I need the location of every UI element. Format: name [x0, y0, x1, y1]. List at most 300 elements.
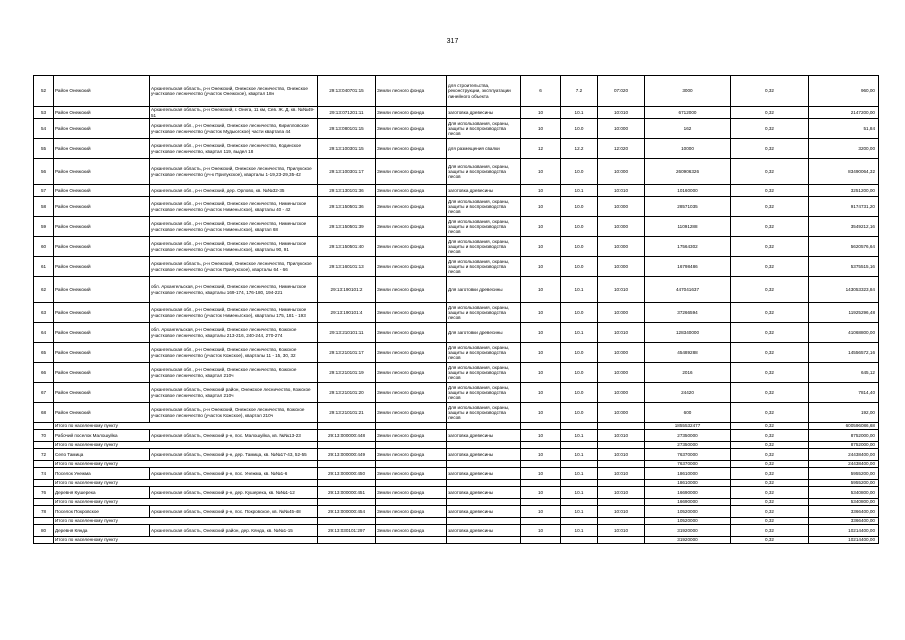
table-row — [34, 449, 879, 461]
use-code-cell: 10:010 — [598, 277, 645, 303]
permitted-use-cell: Для использования, охраны, защиты и воспроизводства лесов — [447, 159, 521, 185]
district-cell: Район Онежский — [54, 217, 150, 237]
district-cell: Район Онежский — [54, 277, 150, 303]
cadastre-number-cell: 29:13:080101:15 — [318, 119, 376, 139]
cadastral-value-cell: 3549212,16 — [809, 217, 879, 237]
use-code-subgroup-cell: 7.2 — [561, 76, 598, 107]
use-code-group-cell: 10 — [521, 343, 561, 363]
rate-cell: 0,32 — [731, 159, 809, 185]
district-cell: Село Тамица — [54, 449, 150, 461]
subtotal-row — [34, 423, 879, 430]
subtotal-label: Итого по населенному пункту — [54, 499, 318, 506]
subtotal-label: Итого по населенному пункту — [54, 537, 318, 544]
land-category-cell: Земли лесного фонда — [376, 525, 447, 537]
cadastre-number-cell: 29:13:100301:15 — [318, 139, 376, 159]
empty-cell — [521, 480, 561, 487]
land-category-cell: Земли лесного фонда — [376, 449, 447, 461]
row-number: 80 — [34, 525, 54, 537]
district-cell: Рабочий поселок Малошуйка — [54, 430, 150, 442]
district-cell: Поселок Покровское — [54, 506, 150, 518]
rate-cell: 0,32 — [731, 343, 809, 363]
land-category-cell: Земли лесного фонда — [376, 383, 447, 403]
permitted-use-cell: Для использования, охраны, защиты и воспроизводства лесов — [447, 257, 521, 277]
land-category-cell: Земли лесного фонда — [376, 107, 447, 119]
row-number: 78 — [34, 506, 54, 518]
area-value-cell: 28571035 — [645, 197, 731, 217]
subtotal-value-cell: 5955200,00 — [809, 480, 879, 487]
address-cell: Архангельская область, Онежский р-н, пос. Унежма, кв. №№1-6 — [150, 468, 318, 480]
empty-cell — [521, 423, 561, 430]
rate-cell: 0,32 — [731, 506, 809, 518]
district-cell: Район Онежский — [54, 139, 150, 159]
subtotal-label: Итого по населенному пункту — [54, 461, 318, 468]
row-number: 66 — [34, 363, 54, 383]
land-category-cell: Земли лесного фонда — [376, 323, 447, 343]
subtotal-rate-cell: 0,32 — [731, 423, 809, 430]
area-value-cell: 10160000 — [645, 185, 731, 197]
use-code-subgroup-cell: 10.1 — [561, 449, 598, 461]
empty-cell — [34, 518, 54, 525]
use-code-group-cell: 10 — [521, 323, 561, 343]
permitted-use-cell: заготовка древесины — [447, 430, 521, 442]
use-code-group-cell: 10 — [521, 197, 561, 217]
address-cell: Архангельская обл., р-н Онежский, Онежское лесничество, Нименьгское участковое лесничество (участок Нименьгское), кварталы 90, 91 — [150, 237, 318, 257]
empty-cell — [447, 423, 521, 430]
land-category-cell: Земли лесного фонда — [376, 487, 447, 499]
use-code-cell: 10:000 — [598, 217, 645, 237]
address-cell: Архангельская обл., р-н Онежский, Онежское лесничество, Кожское участковое лесничество (участок Кожское), кварталы 11 - 15, 30, 32 — [150, 343, 318, 363]
use-code-subgroup-cell: 12.2 — [561, 139, 598, 159]
subtotal-area-cell: 1855532477 — [645, 423, 731, 430]
permitted-use-cell: заготовка древесины — [447, 525, 521, 537]
empty-cell — [521, 537, 561, 544]
use-code-cell: 10:010 — [598, 487, 645, 499]
row-number: 63 — [34, 303, 54, 323]
cadastre-number-cell: 29:13:100301:17 — [318, 159, 376, 185]
use-code-cell: 10:000 — [598, 119, 645, 139]
cadastral-value-cell: 143053323,84 — [809, 277, 879, 303]
permitted-use-cell: заготовка древесины — [447, 487, 521, 499]
district-cell: Район Онежский — [54, 119, 150, 139]
permitted-use-cell: для строительства, реконструкции, эксплуатации линейного объекта — [447, 76, 521, 107]
permitted-use-cell: Для заготовки древесины — [447, 323, 521, 343]
subtotal-rate-cell: 0,32 — [731, 461, 809, 468]
area-value-cell: 24420 — [645, 383, 731, 403]
permitted-use-cell: Для использования, охраны, защиты и воспроизводства лесов — [447, 403, 521, 423]
use-code-group-cell: 10 — [521, 525, 561, 537]
cadastral-value-cell: 2147200,00 — [809, 107, 879, 119]
use-code-cell: 12:020 — [598, 139, 645, 159]
rate-cell: 0,32 — [731, 237, 809, 257]
land-category-cell: Земли лесного фонда — [376, 159, 447, 185]
use-code-cell: 10:010 — [598, 323, 645, 343]
district-cell: Деревня Кушерека — [54, 487, 150, 499]
empty-cell — [598, 499, 645, 506]
use-code-subgroup-cell: 10.0 — [561, 383, 598, 403]
use-code-cell: 07:020 — [598, 76, 645, 107]
empty-cell — [34, 499, 54, 506]
use-code-cell: 10:010 — [598, 107, 645, 119]
address-cell: Архангельская обл., р-н Онежский, Онежское лесничество, Кирилловское участковое лесничество (участок Мудьюгское) части квартала 44 — [150, 119, 318, 139]
use-code-subgroup-cell: 10.0 — [561, 119, 598, 139]
use-code-cell: 10:000 — [598, 237, 645, 257]
area-value-cell: 31920000 — [645, 525, 731, 537]
subtotal-area-cell: 31920000 — [645, 537, 731, 544]
land-category-cell: Земли лесного фонда — [376, 303, 447, 323]
address-cell: Архангельская обл., р-н Онежский, Онежское лесничество, Нименьгское участковое лесничество (участок Нименьгское), кварталы 175, 181 - 193 — [150, 303, 318, 323]
permitted-use-cell: Для использования, охраны, защиты и воспроизводства лесов — [447, 217, 521, 237]
cadastre-number-cell: 29:13:000000:450 — [318, 468, 376, 480]
use-code-subgroup-cell: 10.1 — [561, 430, 598, 442]
address-cell: Архангельская область, Онежский р-н, пос. Малошуйка, кв. №№13-23 — [150, 430, 318, 442]
use-code-cell: 10:010 — [598, 525, 645, 537]
use-code-cell: 10:010 — [598, 430, 645, 442]
use-code-group-cell: 10 — [521, 430, 561, 442]
subtotal-value-cell: 24438400,00 — [809, 461, 879, 468]
area-value-cell: 18610000 — [645, 468, 731, 480]
subtotal-row — [34, 537, 879, 544]
table-row — [34, 303, 879, 323]
empty-cell — [447, 461, 521, 468]
row-number: 76 — [34, 487, 54, 499]
use-code-subgroup-cell: 10.0 — [561, 257, 598, 277]
cadastral-value-cell: 5955200,00 — [809, 468, 879, 480]
table-row — [34, 257, 879, 277]
empty-cell — [376, 499, 447, 506]
permitted-use-cell: заготовка древесины — [447, 468, 521, 480]
subtotal-rate-cell: 0,32 — [731, 537, 809, 544]
land-category-cell: Земли лесного фонда — [376, 237, 447, 257]
permitted-use-cell: заготовка древесины — [447, 107, 521, 119]
row-number: 56 — [34, 159, 54, 185]
address-cell: Архангельская обл., р-н Онежский, Онежское лесничество, Кожское участковое лесничество, квартал 210ч — [150, 363, 318, 383]
land-category-cell: Земли лесного фонда — [376, 257, 447, 277]
empty-cell — [318, 480, 376, 487]
cadastre-number-cell: 29:13:000000:454 — [318, 506, 376, 518]
rate-cell: 0,32 — [731, 363, 809, 383]
table-row — [34, 506, 879, 518]
district-cell: Район Онежский — [54, 107, 150, 119]
land-category-cell: Земли лесного фонда — [376, 139, 447, 159]
empty-cell — [318, 423, 376, 430]
cadastral-value-cell: 14556572,16 — [809, 343, 879, 363]
empty-cell — [561, 423, 598, 430]
district-cell: Район Онежский — [54, 323, 150, 343]
subtotal-rate-cell: 0,32 — [731, 499, 809, 506]
use-code-group-cell: 10 — [521, 363, 561, 383]
empty-cell — [598, 461, 645, 468]
use-code-group-cell: 10 — [521, 237, 561, 257]
area-value-cell: 10520000 — [645, 506, 731, 518]
rate-cell: 0,32 — [731, 468, 809, 480]
use-code-cell: 10:010 — [598, 185, 645, 197]
area-value-cell: 2016 — [645, 363, 731, 383]
use-code-group-cell: 10 — [521, 185, 561, 197]
area-value-cell: 45489288 — [645, 343, 731, 363]
use-code-cell: 10:000 — [598, 403, 645, 423]
cadastre-number-cell: 29:13:150501:39 — [318, 217, 376, 237]
permitted-use-cell: Для использования, охраны, защиты и воспроизводства лесов — [447, 363, 521, 383]
empty-cell — [318, 537, 376, 544]
area-value-cell: 447041637 — [645, 277, 731, 303]
use-code-subgroup-cell: 10.1 — [561, 506, 598, 518]
cadastre-number-cell: 29:13:150501:40 — [318, 237, 376, 257]
table-row — [34, 139, 879, 159]
permitted-use-cell: Для использования, охраны, защиты и воспроизводства лесов — [447, 343, 521, 363]
cadastral-value-cell: 645,12 — [809, 363, 879, 383]
subtotal-area-cell: 10520000 — [645, 518, 731, 525]
empty-cell — [447, 499, 521, 506]
land-category-cell: Земли лесного фонда — [376, 119, 447, 139]
cadastral-value-cell: 51,84 — [809, 119, 879, 139]
table-row — [34, 383, 879, 403]
district-cell: Район Онежский — [54, 237, 150, 257]
permitted-use-cell: Для использования, охраны, защиты и воспроизводства лесов — [447, 383, 521, 403]
permitted-use-cell: заготовка древесины — [447, 185, 521, 197]
area-value-cell: 10000 — [645, 139, 731, 159]
permitted-use-cell: для размещения свалки — [447, 139, 521, 159]
use-code-cell: 10:000 — [598, 303, 645, 323]
row-number: 70 — [34, 430, 54, 442]
land-category-cell: Земли лесного фонда — [376, 76, 447, 107]
row-number: 57 — [34, 185, 54, 197]
table-row — [34, 343, 879, 363]
land-category-cell: Земли лесного фонда — [376, 430, 447, 442]
use-code-cell: 10:010 — [598, 506, 645, 518]
empty-cell — [561, 537, 598, 544]
subtotal-value-cell: 8752000,00 — [809, 442, 879, 449]
cadastral-value-cell: 83490064,32 — [809, 159, 879, 185]
empty-cell — [376, 518, 447, 525]
area-value-cell: 6712000 — [645, 107, 731, 119]
address-cell: Архангельская область, р-н Онежский, г. Онега, 11 км, Сев. Ж. Д. кв. №№49-51 — [150, 107, 318, 119]
district-cell: Район Онежский — [54, 159, 150, 185]
address-cell: обл. Архангельская, р-н Онежский, Онежское лесничество, Нименьгское участковое лесничество, кварталы 169-174, 176-180, 194-221 — [150, 277, 318, 303]
area-value-cell: 162 — [645, 119, 731, 139]
district-cell: Район Онежский — [54, 383, 150, 403]
table-row — [34, 403, 879, 423]
address-cell: Архангельская область, р-н Онежский, Онежское лесничество, Прилукское участковое лесничество (участок Прилукское), кварталы 64 - 66 — [150, 257, 318, 277]
subtotal-value-cell: 5340800,00 — [809, 499, 879, 506]
permitted-use-cell: Для использования, охраны, защиты и воспроизводства лесов — [447, 197, 521, 217]
row-number: 55 — [34, 139, 54, 159]
use-code-group-cell: 10 — [521, 468, 561, 480]
subtotal-label: Итого по населенному пункту — [54, 423, 318, 430]
address-cell: Архангельская обл., р-н Онежский, Онежское лесничество, Нименьгское участковое лесничество (участок Нименьгское), кварталы 40 - 42 — [150, 197, 318, 217]
district-cell: Деревня Кянда — [54, 525, 150, 537]
empty-cell — [34, 537, 54, 544]
row-number: 53 — [34, 107, 54, 119]
rate-cell: 0,32 — [731, 303, 809, 323]
area-value-cell: 76370000 — [645, 449, 731, 461]
empty-cell — [561, 480, 598, 487]
empty-cell — [561, 442, 598, 449]
subtotal-label: Итого по населенному пункту — [54, 442, 318, 449]
empty-cell — [447, 537, 521, 544]
empty-cell — [598, 480, 645, 487]
area-value-cell: 16798486 — [645, 257, 731, 277]
subtotal-rate-cell: 0,32 — [731, 442, 809, 449]
use-code-subgroup-cell: 10.0 — [561, 303, 598, 323]
land-category-cell: Земли лесного фонда — [376, 363, 447, 383]
use-code-group-cell: 10 — [521, 257, 561, 277]
area-value-cell: 11091288 — [645, 217, 731, 237]
row-number: 68 — [34, 403, 54, 423]
land-category-cell: Земли лесного фонда — [376, 217, 447, 237]
row-number: 72 — [34, 449, 54, 461]
district-cell: Район Онежский — [54, 303, 150, 323]
address-cell: Архангельская обл., р-н Онежский, Онежское лесничество, Нименьгское участковое лесничество (участок Нименьгское), квартал 68 — [150, 217, 318, 237]
use-code-group-cell: 10 — [521, 383, 561, 403]
use-code-group-cell: 10 — [521, 119, 561, 139]
cadastre-number-cell: 29:13:190101:4 — [318, 303, 376, 323]
empty-cell — [598, 518, 645, 525]
subtotal-value-cell: 600596086,68 — [809, 423, 879, 430]
row-number: 74 — [34, 468, 54, 480]
district-cell: Район Онежский — [54, 76, 150, 107]
cadastre-number-cell: 29:13:210101:17 — [318, 343, 376, 363]
area-value-cell: 16690000 — [645, 487, 731, 499]
rate-cell: 0,32 — [731, 525, 809, 537]
use-code-cell: 10:000 — [598, 197, 645, 217]
use-code-subgroup-cell: 10.1 — [561, 277, 598, 303]
cadastre-number-cell: 29:13:130101:36 — [318, 185, 376, 197]
permitted-use-cell: заготовка древесины — [447, 449, 521, 461]
area-value-cell: 17564302 — [645, 237, 731, 257]
address-cell: Архангельская обл., р-н Онежский, дер. Орлово, кв. №№32-35 — [150, 185, 318, 197]
district-cell: Район Онежский — [54, 363, 150, 383]
table-row — [34, 185, 879, 197]
permitted-use-cell: заготовка древесины — [447, 506, 521, 518]
table-row — [34, 525, 879, 537]
cadastre-number-cell: 29:13:071201:11 — [318, 107, 376, 119]
land-category-cell: Земли лесного фонда — [376, 506, 447, 518]
empty-cell — [376, 480, 447, 487]
table-row — [34, 237, 879, 257]
empty-cell — [318, 442, 376, 449]
table-row — [34, 119, 879, 139]
empty-cell — [521, 518, 561, 525]
empty-cell — [447, 442, 521, 449]
cadastre-number-cell: 29:13:150501:36 — [318, 197, 376, 217]
subtotal-row — [34, 480, 879, 487]
land-category-cell: Земли лесного фонда — [376, 468, 447, 480]
subtotal-row — [34, 442, 879, 449]
table-row — [34, 76, 879, 107]
rate-cell: 0,32 — [731, 487, 809, 499]
cadastral-value-cell: 3200,00 — [809, 139, 879, 159]
use-code-subgroup-cell: 10.1 — [561, 487, 598, 499]
use-code-subgroup-cell: 10.1 — [561, 525, 598, 537]
area-value-cell: 27350000 — [645, 430, 731, 442]
subtotal-label: Итого по населенному пункту — [54, 480, 318, 487]
use-code-subgroup-cell: 10.0 — [561, 363, 598, 383]
table-row — [34, 430, 879, 442]
row-number: 62 — [34, 277, 54, 303]
rate-cell: 0,32 — [731, 76, 809, 107]
empty-cell — [561, 518, 598, 525]
rate-cell: 0,32 — [731, 277, 809, 303]
use-code-cell: 10:010 — [598, 449, 645, 461]
empty-cell — [318, 518, 376, 525]
cadastre-number-cell: 29:13:160101:13 — [318, 257, 376, 277]
row-number: 54 — [34, 119, 54, 139]
cadastre-number-cell: 29:13:000000:449 — [318, 449, 376, 461]
subtotal-row — [34, 499, 879, 506]
table-row — [34, 197, 879, 217]
row-number: 59 — [34, 217, 54, 237]
empty-cell — [598, 537, 645, 544]
cadastral-value-cell: 41068800,00 — [809, 323, 879, 343]
address-cell: Архангельская область, Онежский район, дер. Кянда, кв. №№1-15 — [150, 525, 318, 537]
cadastre-number-cell: 29:13:210101:19 — [318, 363, 376, 383]
use-code-group-cell: 10 — [521, 217, 561, 237]
district-cell: Район Онежский — [54, 185, 150, 197]
empty-cell — [34, 423, 54, 430]
use-code-group-cell: 10 — [521, 487, 561, 499]
cadastral-value-cell: 11925296,48 — [809, 303, 879, 323]
empty-cell — [598, 423, 645, 430]
rate-cell: 0,32 — [731, 383, 809, 403]
cadastral-value-cell: 5620576,64 — [809, 237, 879, 257]
subtotal-row — [34, 461, 879, 468]
empty-cell — [318, 499, 376, 506]
empty-cell — [521, 461, 561, 468]
row-number: 61 — [34, 257, 54, 277]
row-number: 52 — [34, 76, 54, 107]
use-code-subgroup-cell: 10.0 — [561, 159, 598, 185]
use-code-group-cell: 10 — [521, 303, 561, 323]
land-category-cell: Земли лесного фонда — [376, 185, 447, 197]
permitted-use-cell: Для использования, охраны, защиты и воспроизводства лесов — [447, 303, 521, 323]
rate-cell: 0,32 — [731, 403, 809, 423]
use-code-subgroup-cell: 10.0 — [561, 403, 598, 423]
cadastre-number-cell: 29:13:030101:297 — [318, 525, 376, 537]
land-category-cell: Земли лесного фонда — [376, 343, 447, 363]
use-code-subgroup-cell: 10.0 — [561, 237, 598, 257]
subtotal-rate-cell: 0,32 — [731, 480, 809, 487]
row-number: 58 — [34, 197, 54, 217]
subtotal-area-cell: 18610000 — [645, 480, 731, 487]
use-code-subgroup-cell: 10.1 — [561, 468, 598, 480]
table-row — [34, 323, 879, 343]
subtotal-rate-cell: 0,32 — [731, 518, 809, 525]
use-code-group-cell: 10 — [521, 107, 561, 119]
cadastral-value-cell: 8752000,00 — [809, 430, 879, 442]
row-number: 67 — [34, 383, 54, 403]
permitted-use-cell: Для использования, охраны, защиты и воспроизводства лесов — [447, 237, 521, 257]
address-cell: Архангельская область, р-н Онежский, Онежское лесничество, Кожское участковое лесничество (участок Кожское), квартал 210ч — [150, 403, 318, 423]
rate-cell: 0,32 — [731, 430, 809, 442]
permitted-use-cell: Для использования, охраны, защиты и воспроизводства лесов — [447, 119, 521, 139]
use-code-subgroup-cell: 10.0 — [561, 343, 598, 363]
cadastre-number-cell: 29:13:210101:11 — [318, 323, 376, 343]
row-number: 60 — [34, 237, 54, 257]
empty-cell — [34, 442, 54, 449]
cadastre-number-cell: 29:13:000000:451 — [318, 487, 376, 499]
use-code-cell: 10:000 — [598, 343, 645, 363]
row-number: 64 — [34, 323, 54, 343]
subtotal-row — [34, 518, 879, 525]
use-code-group-cell: 12 — [521, 139, 561, 159]
empty-cell — [34, 461, 54, 468]
empty-cell — [376, 537, 447, 544]
use-code-cell: 10:000 — [598, 257, 645, 277]
use-code-group-cell: 10 — [521, 449, 561, 461]
address-cell: Архангельская область, Онежский р-н, дер. Тамица, кв. №№17-43, 52-55 — [150, 449, 318, 461]
empty-cell — [521, 442, 561, 449]
land-plots-table — [33, 75, 879, 544]
